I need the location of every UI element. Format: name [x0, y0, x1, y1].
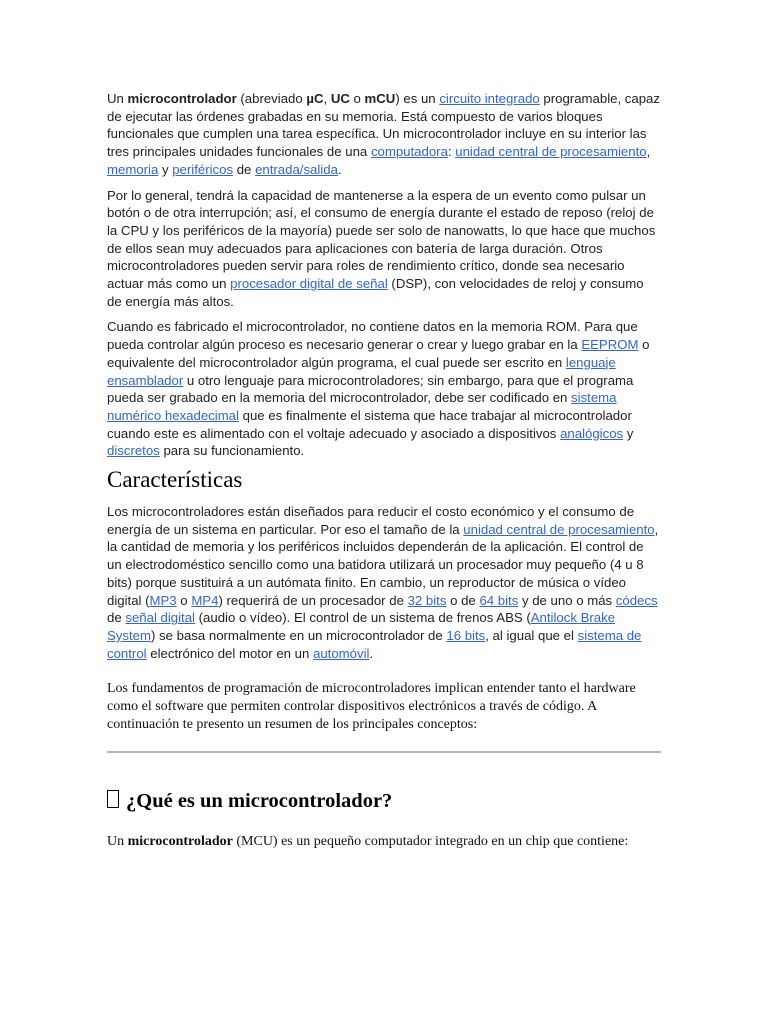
text-run: o: [349, 91, 365, 106]
link-sistema-de-control[interactable]: sistema de control: [107, 627, 642, 661]
what-is-paragraph: [107, 833, 660, 851]
bold-term: UC: [330, 91, 350, 106]
text-run: Por lo general, tendrá la capacidad de mantenerse a la espera de un evento como pulsar un botón o de otra interrupción; así, el consumo de energía durante el estado de reposo (reloj de la CPU y los periféricos de la mayoría) puede ser solo de nanowatts, lo que hace que muchos de ellos sean muy adecuados para aplicaciones con batería de larga duración. Otros microcontroladores pueden servir para roles de rendimiento crítico, donde sea necesario actuar más como un: [107, 187, 656, 292]
text-run: Cuando es fabricado el microcontrolador, no contiene datos en la memoria ROM. Para que pueda controlar algún proceso es necesario generar o crear y luego grabar en la: [107, 319, 638, 353]
missing-glyph-box-icon: [107, 790, 119, 808]
text-run: (MCU) es un pequeño computador integrado en un chip que contiene:: [232, 834, 629, 850]
text-run: ) es un: [395, 91, 440, 106]
horizontal-divider: [107, 751, 661, 753]
intro-paragraph-3: [107, 318, 660, 460]
text-run: para su funcionamiento.: [159, 443, 305, 459]
text-run: o equivalente del microcontrolador algún programa, el cual puede ser escrito en: [107, 337, 650, 370]
bold-term: microcontrolador: [127, 834, 233, 850]
link-perifericos[interactable]: periféricos: [172, 161, 234, 177]
link-computadora[interactable]: computadora: [370, 144, 448, 160]
bold-term: mCU: [364, 91, 396, 106]
link-lenguaje-ensamblador[interactable]: lenguaje ensamblador: [107, 354, 616, 388]
text-run: y: [623, 425, 634, 441]
section-heading-text: ¿Qué es un microcontrolador?: [126, 790, 393, 813]
link-eeprom[interactable]: EEPROM: [581, 337, 639, 353]
text-run: .: [369, 645, 374, 661]
text-run: , al igual que el: [485, 627, 578, 643]
link-sistema-numerico-hexadecimal[interactable]: sistema numérico hexadecimal: [107, 390, 617, 423]
link-procesador-digital-de-senal[interactable]: procesador digital de señal: [230, 276, 388, 292]
text-run: Un: [107, 91, 128, 106]
link-antilock-brake-system[interactable]: Antilock Brake System: [107, 610, 616, 643]
section-heading-que-es: [107, 788, 660, 814]
text-run: y: [158, 161, 173, 177]
text-run: (abreviado: [236, 91, 307, 106]
text-run: ,: [646, 144, 651, 160]
link-64-bits[interactable]: 64 bits: [479, 592, 519, 608]
text-run: :: [447, 144, 456, 160]
link-circuito-integrado[interactable]: circuito integrado: [439, 91, 540, 106]
text-run: ) requerirá de un procesador de: [218, 592, 408, 608]
link-mp4[interactable]: MP4: [191, 592, 219, 608]
link-codecs[interactable]: códecs: [615, 592, 658, 608]
link-mp3[interactable]: MP3: [149, 592, 177, 608]
text-run: u otro lenguaje para microcontroladores; sin embargo, para que el programa pueda ser grabado en la memoria del microcontrolador, debe ser codificado en: [107, 372, 634, 406]
text-run: ,: [323, 91, 331, 106]
characteristics-paragraph: [107, 503, 660, 662]
link-32-bits[interactable]: 32 bits: [407, 592, 447, 608]
text-run: electrónico del motor en un: [146, 645, 313, 661]
link-analogicos[interactable]: analógicos: [560, 425, 624, 441]
bold-term: microcontrolador: [127, 91, 237, 106]
section-heading-caracteristicas: Características: [107, 467, 243, 493]
link-discretos[interactable]: discretos: [107, 443, 160, 459]
text-run: , la cantidad de memoria y los periféricos incluidos dependerán de la aplicación. El control de un electrodoméstico sencillo como una batidora utilizará un procesador muy pequeño (4 u 8 bits) porque sustituirá a un autómata finito. En cambio, un reproductor de música o vídeo digital (: [107, 521, 659, 608]
link-senal-digital[interactable]: señal digital: [125, 610, 195, 626]
text-run: ) se basa normalmente en un microcontrolador de: [150, 627, 447, 643]
text-run: (DSP), con velocidades de reloj y consumo de energía más altos.: [107, 276, 644, 309]
text-run: .: [337, 161, 342, 177]
link-unidad-central-de-procesamiento[interactable]: unidad central de procesamiento: [463, 521, 655, 537]
text-run: y de uno o más: [518, 592, 616, 608]
text-run: o: [176, 592, 192, 608]
document-page: [107, 90, 660, 851]
text-run: Los microcontroladores están diseñados para reducir el costo económico y el consumo de energía de un sistema en particular. Por eso el tamaño de la: [107, 504, 635, 537]
text-run: o de: [446, 592, 480, 608]
intro-paragraph-1: [107, 90, 660, 179]
intro-paragraph-2: [107, 187, 660, 311]
link-automovil[interactable]: automóvil: [313, 645, 370, 661]
text-run: (audio o vídeo). El control de un sistema de frenos ABS (: [195, 610, 531, 626]
text-run: Un: [107, 834, 128, 850]
link-unidad-central-de-procesamiento[interactable]: unidad central de procesamiento: [455, 144, 647, 160]
text-run: de: [233, 161, 256, 177]
link-memoria[interactable]: memoria: [107, 161, 159, 177]
bold-term: µC: [306, 91, 324, 106]
text-run: que es finalmente el sistema que hace trabajar al microcontrolador cuando este es alimentado con el voltaje adecuado y asociado a dispositivos: [107, 407, 632, 441]
link-entrada-salida[interactable]: entrada/salida: [255, 161, 338, 177]
link-16-bits[interactable]: 16 bits: [446, 627, 486, 643]
text-run: programable, capaz de ejecutar las órdenes grabadas en su memoria. Está compuesto de varios bloques funcionales que cumplen una tarea específica. Un microcontrolador incluye en su interior las tres principales unidades funcionales de una: [107, 91, 660, 160]
summary-paragraph: Los fundamentos de programación de microcontroladores implican entender tanto el hardware como el software que permiten controlar dispositivos electrónicos a través de código. A continuación te presento un resumen de los principales conceptos:: [107, 681, 636, 733]
text-run: de: [107, 610, 126, 626]
